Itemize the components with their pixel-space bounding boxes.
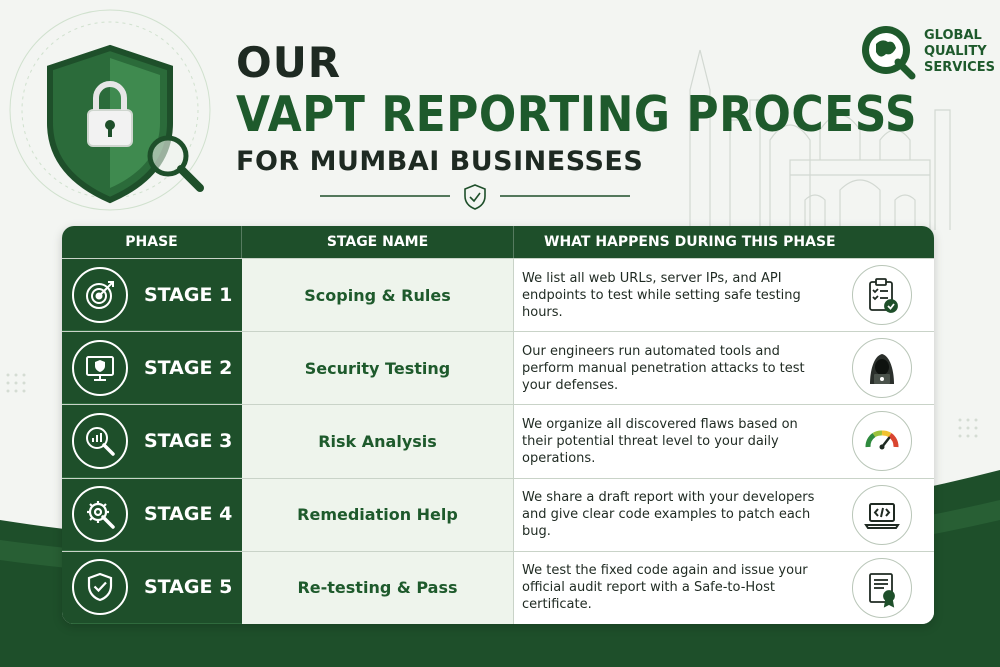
stage-label: STAGE 2 xyxy=(144,356,233,379)
description-cell xyxy=(514,259,934,331)
phase-cell xyxy=(62,405,242,477)
brand-name xyxy=(924,28,1000,76)
target-icon xyxy=(72,267,128,323)
stage-description: We test the fixed code again and issue your official audit report with a Safe-to-Host certificate. xyxy=(522,563,808,613)
stage-label: STAGE 1 xyxy=(144,283,233,306)
gauge-icon xyxy=(852,411,912,471)
page-title: VAPT REPORTING PROCESS xyxy=(236,86,918,144)
laptop-code-icon xyxy=(852,485,912,545)
table-row xyxy=(62,258,934,331)
column-header-phase: PHASE xyxy=(62,226,242,258)
table-row xyxy=(62,404,934,477)
stage-description: We share a draft report with your developers and give clear code examples to patch each bug. xyxy=(522,490,815,540)
column-header-description: WHAT HAPPENS DURING THIS PHASE xyxy=(544,234,836,250)
description-cell xyxy=(514,332,934,404)
column-header-stage-name: STAGE NAME xyxy=(242,226,514,258)
gear-wrench-icon xyxy=(72,486,128,542)
title-line-1: OUR xyxy=(236,38,342,87)
table-header xyxy=(62,226,934,258)
table-row xyxy=(62,331,934,404)
hacker-icon xyxy=(852,338,912,398)
globe-logo-icon xyxy=(858,22,918,82)
stage-description: We organize all discovered flaws based on their potential threat level to your daily operations. xyxy=(522,416,798,466)
page-title-block xyxy=(236,40,917,182)
stage-name: Scoping & Rules xyxy=(242,259,514,331)
clipboard-checklist-icon xyxy=(852,265,912,325)
phase-cell xyxy=(62,332,242,404)
phase-cell xyxy=(62,259,242,331)
page-subtitle: FOR MUMBAI BUSINESSES xyxy=(236,146,644,177)
chart-magnifier-icon xyxy=(72,413,128,469)
stage-name: Security Testing xyxy=(242,332,514,404)
description-cell xyxy=(514,552,934,624)
brand-line-3: SERVICES xyxy=(924,60,995,75)
monitor-shield-icon xyxy=(72,340,128,396)
stage-name: Remediation Help xyxy=(242,479,514,551)
table-row xyxy=(62,478,934,551)
stage-label: STAGE 4 xyxy=(144,503,233,526)
vapt-process-table xyxy=(62,226,934,624)
table-row xyxy=(62,551,934,624)
stage-label: STAGE 5 xyxy=(144,576,233,599)
phase-cell xyxy=(62,552,242,624)
title-divider xyxy=(320,182,630,212)
phase-cell xyxy=(62,479,242,551)
brand-line-2: QUALITY xyxy=(924,44,987,59)
shield-lock-magnifier-icon xyxy=(30,28,220,218)
stage-name: Risk Analysis xyxy=(242,405,514,477)
brand-line-1: GLOBAL xyxy=(924,28,982,43)
stage-name: Re-testing & Pass xyxy=(242,552,514,624)
certificate-icon xyxy=(852,558,912,618)
stage-description: We list all web URLs, server IPs, and API endpoints to test while setting safe testing hours. xyxy=(522,270,801,320)
stage-description: Our engineers run automated tools and perform manual penetration attacks to test your defenses. xyxy=(522,343,805,393)
brand-logo xyxy=(858,22,1000,82)
stage-label: STAGE 3 xyxy=(144,429,233,452)
description-cell xyxy=(514,479,934,551)
description-cell xyxy=(514,405,934,477)
shield-check-icon xyxy=(72,559,128,615)
